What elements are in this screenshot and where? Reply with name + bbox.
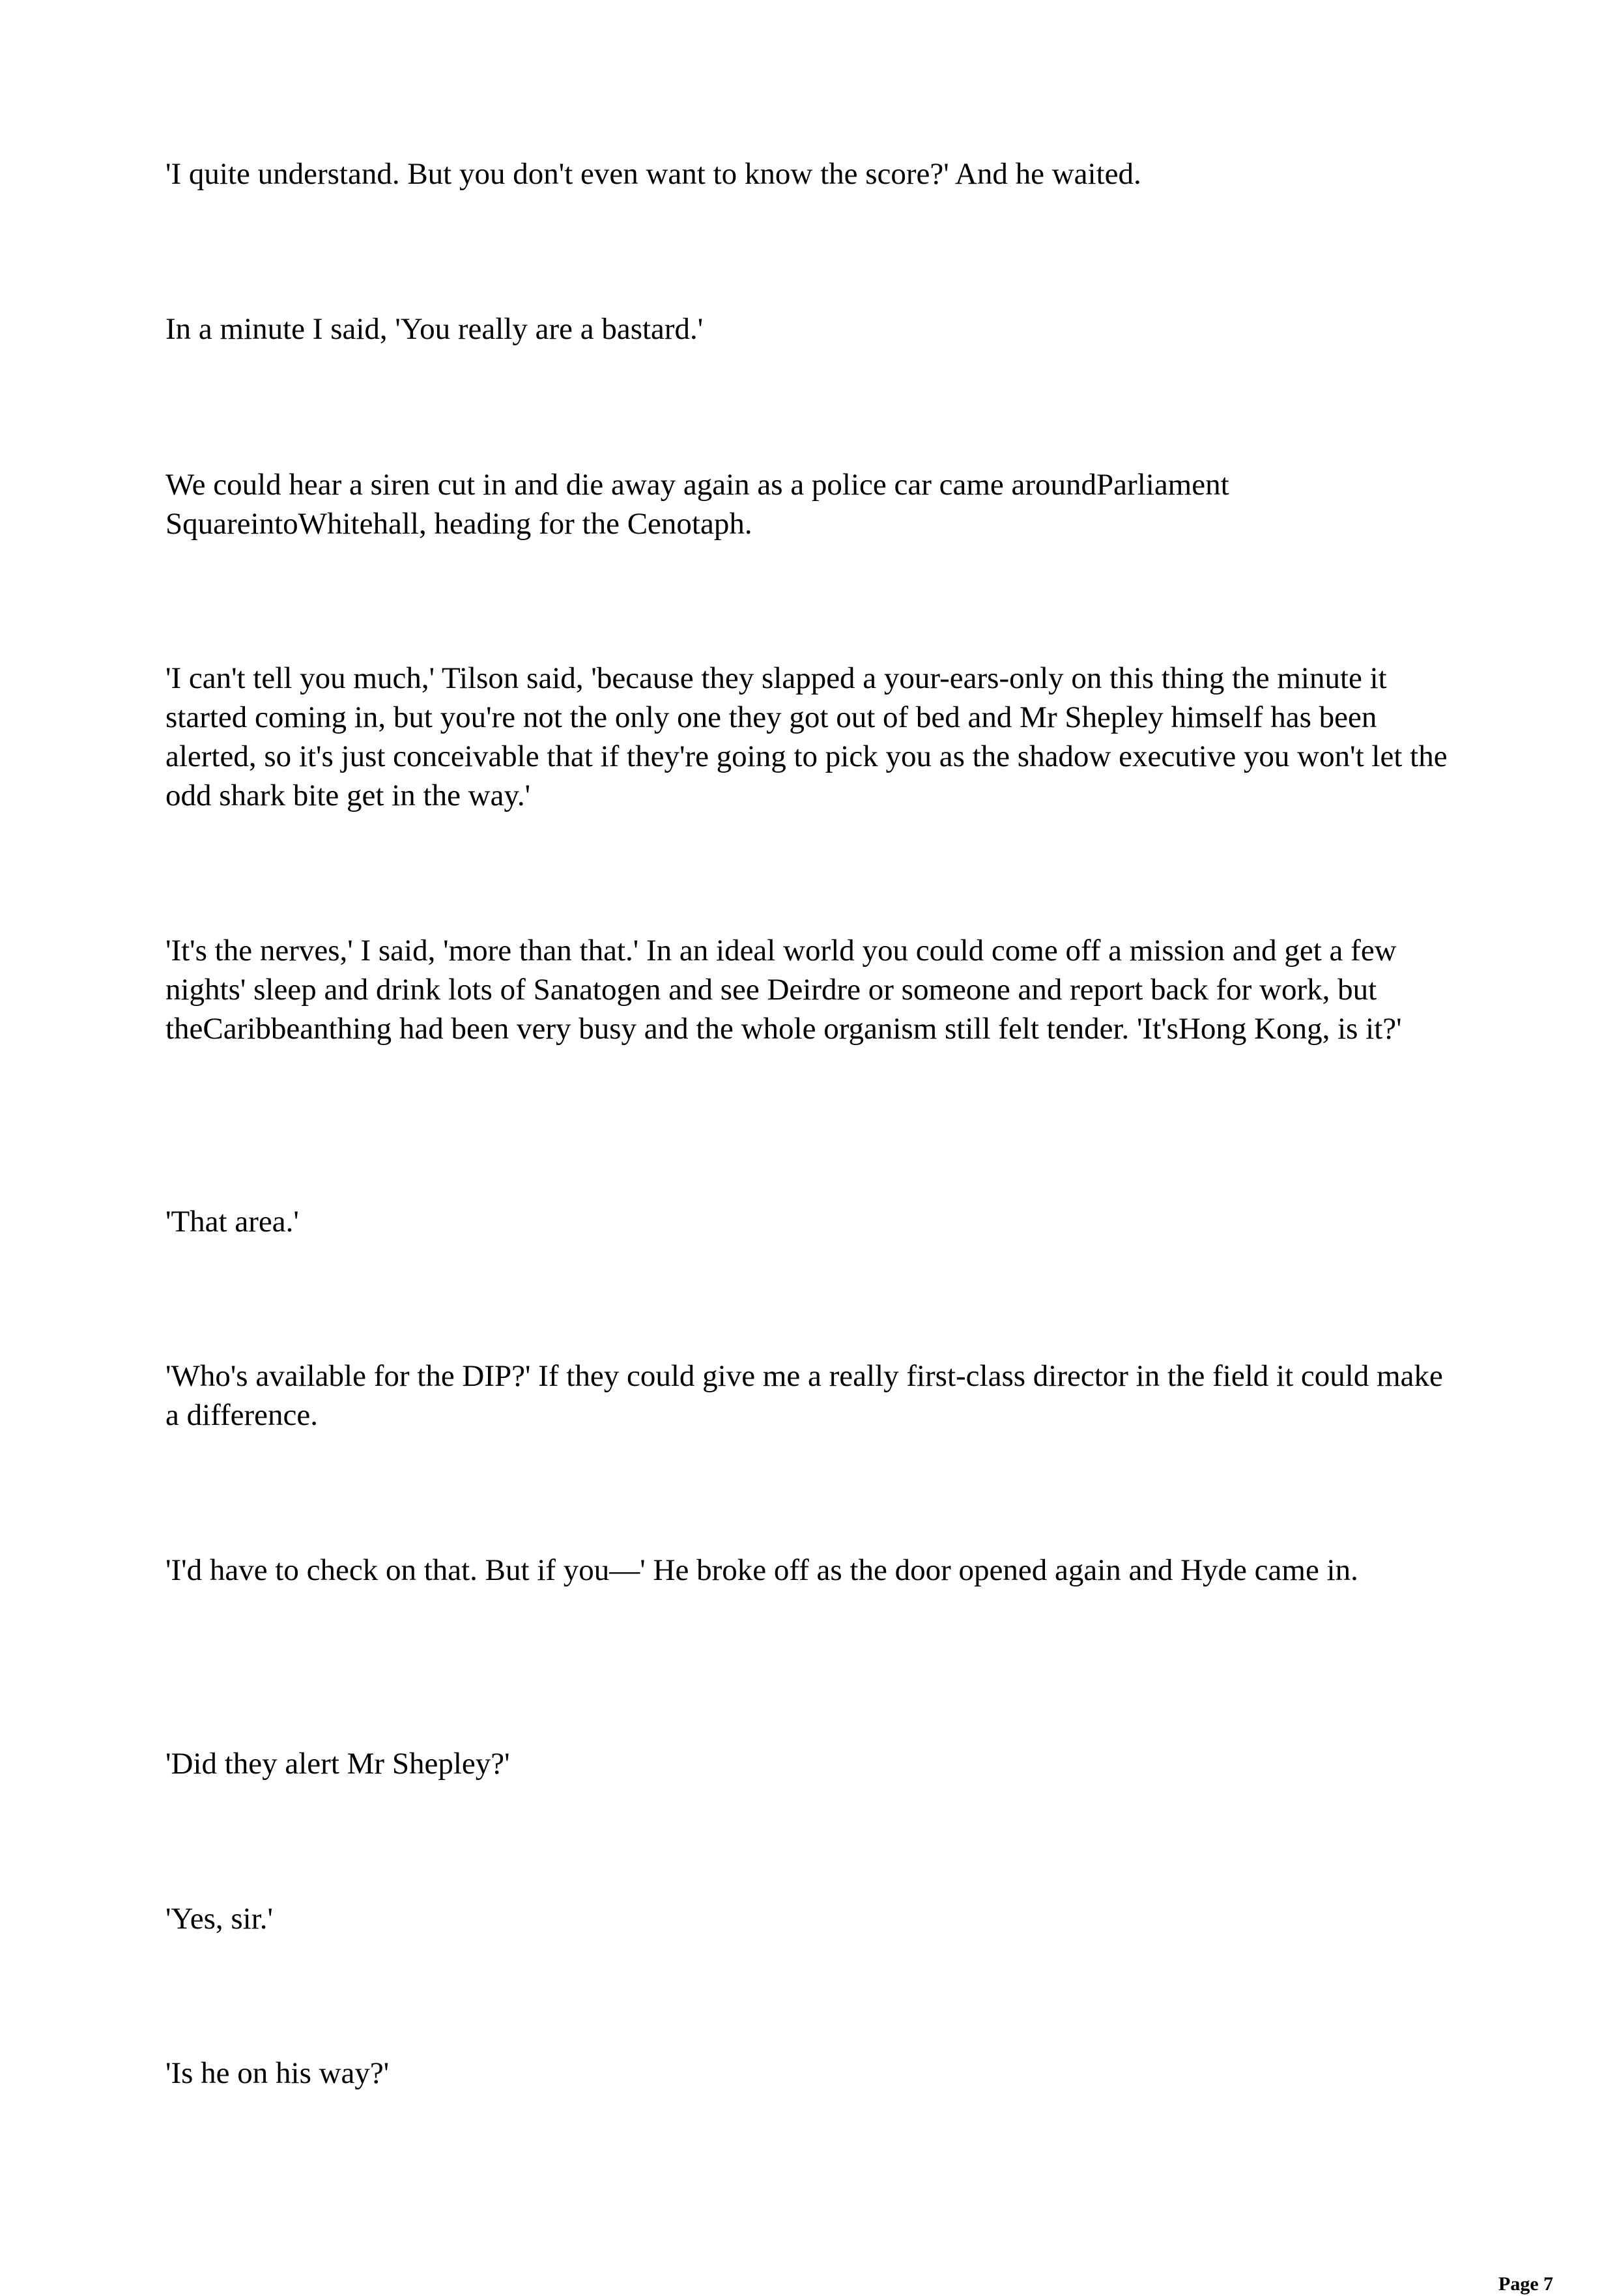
paragraph-7: 'Who's available for the DIP?' If they could give me a really first-class director in the field it could make a difference. [165, 1359, 1443, 1432]
paragraph-2: In a minute I said, 'You really are a bastard.' [165, 312, 704, 346]
paragraph-8: 'I'd have to check on that. But if you—' He broke off as the door opened again and Hyde came in. [165, 1553, 1358, 1587]
paragraph-11: 'Is he on his way?' [165, 2056, 390, 2090]
paragraph-9: 'Did they alert Mr Shepley?' [165, 1747, 510, 1781]
paragraph-6: 'That area.' [165, 1205, 299, 1239]
paragraph-1: 'I quite understand. But you don't even want to know the score?' And he waited. [165, 157, 1141, 191]
paragraph-3: We could hear a siren cut in and die away again as a police car came aroundParliament SquareintoWhitehall, heading for the Cenotaph. [165, 468, 1229, 541]
paragraph-5: 'It's the nerves,' I said, 'more than that.' In an ideal world you could come off a mission and get a few nights' sleep and drink lots of Sanatogen and see Deirdre or someone and report back for work, but theCaribbeanthing had been very busy and the whole organism still felt tender. 'It'sHong Kong, is it?' [165, 934, 1402, 1046]
page-number: Page 7 [1498, 2273, 1554, 2295]
paragraph-10: 'Yes, sir.' [165, 1902, 273, 1936]
paragraph-4: 'I can't tell you much,' Tilson said, 'because they slapped a your-ears-only on this thing the minute it started coming in, but you're not the only one they got out of bed and Mr Shepley himself has been alerted, so it's just conceivable that if they're going to pick you as the shadow executive you won't let the odd shark bite get in the way.' [165, 661, 1448, 812]
